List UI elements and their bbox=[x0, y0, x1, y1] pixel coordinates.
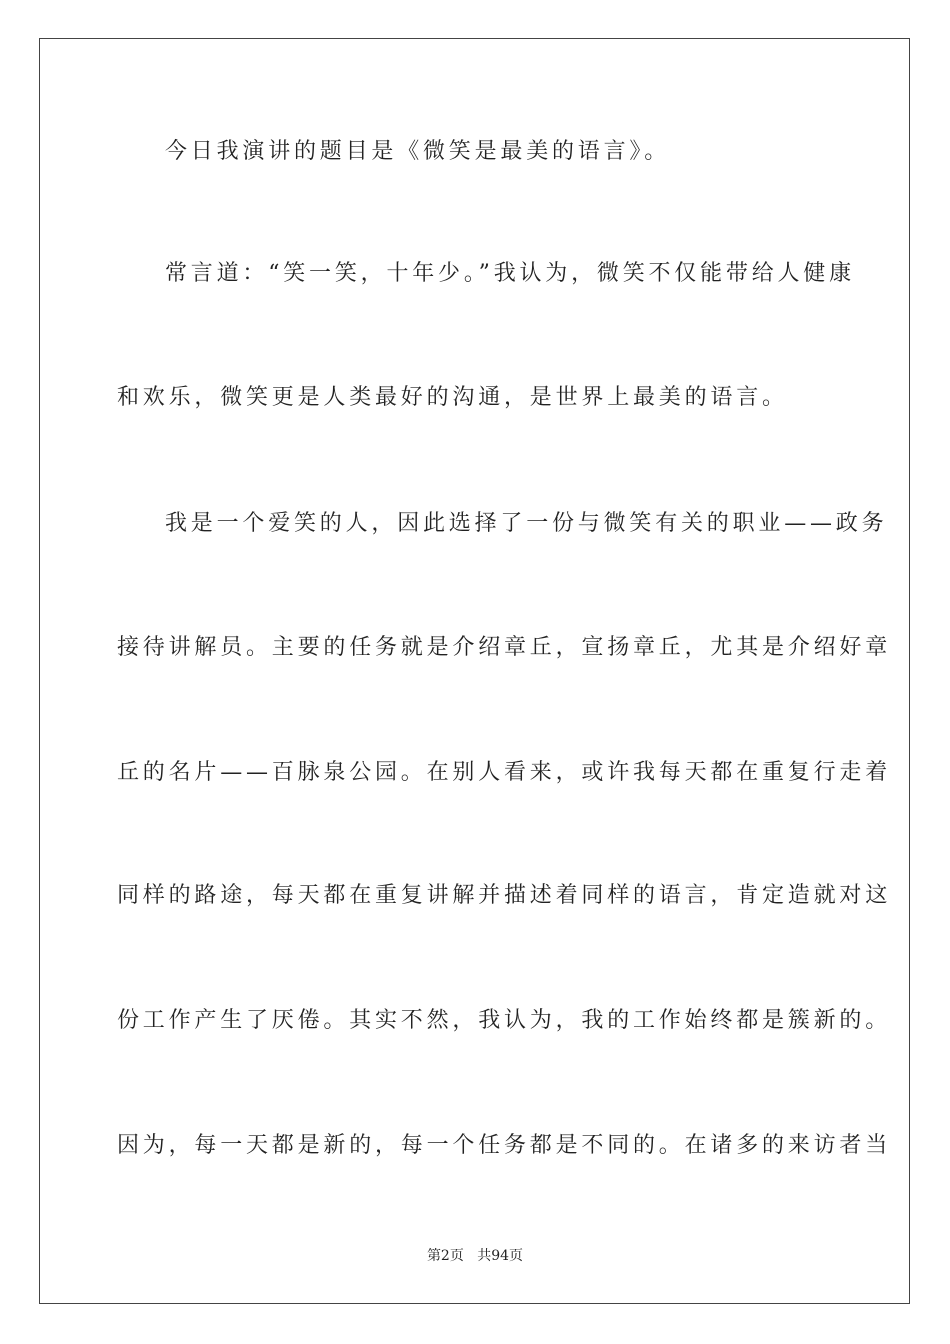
paragraph-line: 因为，每一天都是新的，每一个任务都是不同的。在诸多的来访者当 bbox=[117, 1133, 892, 1158]
paragraph-line: 接待讲解员。主要的任务就是介绍章丘，宣扬章丘，尤其是介绍好章 bbox=[117, 635, 892, 660]
paragraph-line: 同样的路途，每天都在重复讲解并描述着同样的语言，肯定造就对这 bbox=[117, 883, 892, 908]
paragraph-line: 常言道：“笑一笑，十年少。”我认为，微笑不仅能带给人健康 bbox=[165, 261, 855, 286]
paragraph-line: 份工作产生了厌倦。其实不然，我认为，我的工作始终都是簇新的。 bbox=[117, 1008, 892, 1033]
paragraph-line: 我是一个爱笑的人，因此选择了一份与微笑有关的职业——政务 bbox=[165, 511, 888, 536]
page-number: 第2页 bbox=[426, 1248, 464, 1264]
paragraph-line: 丘的名片——百脉泉公园。在别人看来，或许我每天都在重复行走着 bbox=[117, 760, 892, 785]
page-border bbox=[39, 38, 910, 1304]
page-total: 共94页 bbox=[477, 1248, 524, 1264]
paragraph-line: 今日我演讲的题目是《微笑是最美的语言》。 bbox=[165, 139, 671, 164]
paragraph-line: 和欢乐，微笑更是人类最好的沟通，是世界上最美的语言。 bbox=[117, 385, 788, 410]
page-footer bbox=[0, 1246, 950, 1266]
